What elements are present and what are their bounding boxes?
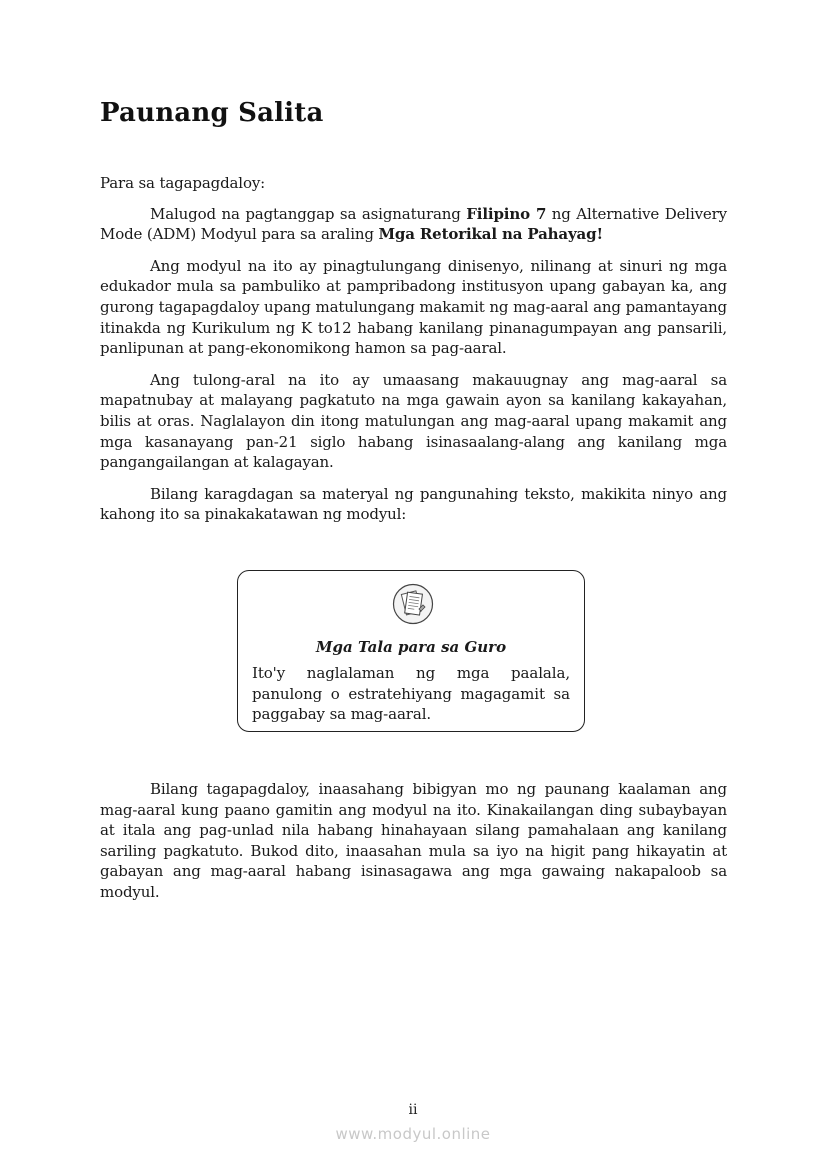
teacher-notes-box (237, 570, 585, 732)
note-box-title: Mga Tala para sa Guro (315, 638, 507, 656)
welcome-text-2: ng Alternative Delivery Mode (ADM) Modyul para sa araling (100, 204, 727, 244)
note-box-text: Ito'y naglalaman ng mga paalala, panulong o estratehiyang magagamit sa paggabay sa mag-aaral. (252, 664, 570, 723)
welcome-text-1: Malugod na pagtanggap sa asignaturang (150, 204, 467, 223)
notes-papers-icon (392, 583, 434, 625)
facilitator-section (100, 779, 727, 903)
page-number: ii (408, 1102, 418, 1118)
lesson-title: Mga Retorikal na Pahayag! (378, 225, 603, 244)
learning-aid-paragraph: Ang tulong-aral na ito ay umaasang makauugnay ang mag-aaral sa mapatnubay at malayang pagkatuto na mga gawain ayon sa kanilang kakayahan, bilis at oras. Naglalayon din itong matulungan ang mag-aaral upang makamit ang mga kasanayang pan-21 siglo habang isinasaalang-alang ang kanilang mga pangangailangan at kalagayan. (100, 370, 727, 472)
facilitator-paragraph: Bilang tagapagdaloy, inaasahang bibigyan mo ng paunang kaalaman ang mag-aaral kung paano gamitin ang modyul na ito. Kinakailangan ding subaybayan at itala ang pag-unlad nila habang hinahayaan silang pamahalaan ang kanilang sariling pagkatuto. Bukod dito, inaasahan mula sa iyo na higit pang hikayatin at gabayan ang mag-aaral habang isinasagawa ang mga gawaing nakapaloob sa modyul. (100, 780, 727, 901)
module-description-paragraph: Ang modyul na ito ay pinagtulungang dinisenyo, nilinang at sinuri ng mga edukador mula sa pambuliko at pampribadong institusyon upang gabayan ka, ang gurong tagapagdaloy upang matulungang makamit ng mag-aaral ang pamantayang itinakda ng Kurikulum ng K to12 habang kanilang pinanagumpayan ang pansarili, panlipunan at pang-ekonomikong hamon sa pag-aaral. (100, 256, 727, 358)
intro-section (100, 173, 727, 536)
welcome-paragraph (100, 204, 727, 245)
box-intro-paragraph: Bilang karagdagan sa materyal ng pangunahing teksto, makikita ninyo ang kahong ito sa pinakakatawan ng modyul: (100, 484, 727, 524)
page-title: Paunang Salita (100, 98, 324, 128)
salutation: Para sa tagapagdaloy: (100, 174, 266, 192)
subject-name: Filipino 7 (466, 204, 547, 223)
watermark: www.modyul.online (335, 1125, 491, 1143)
